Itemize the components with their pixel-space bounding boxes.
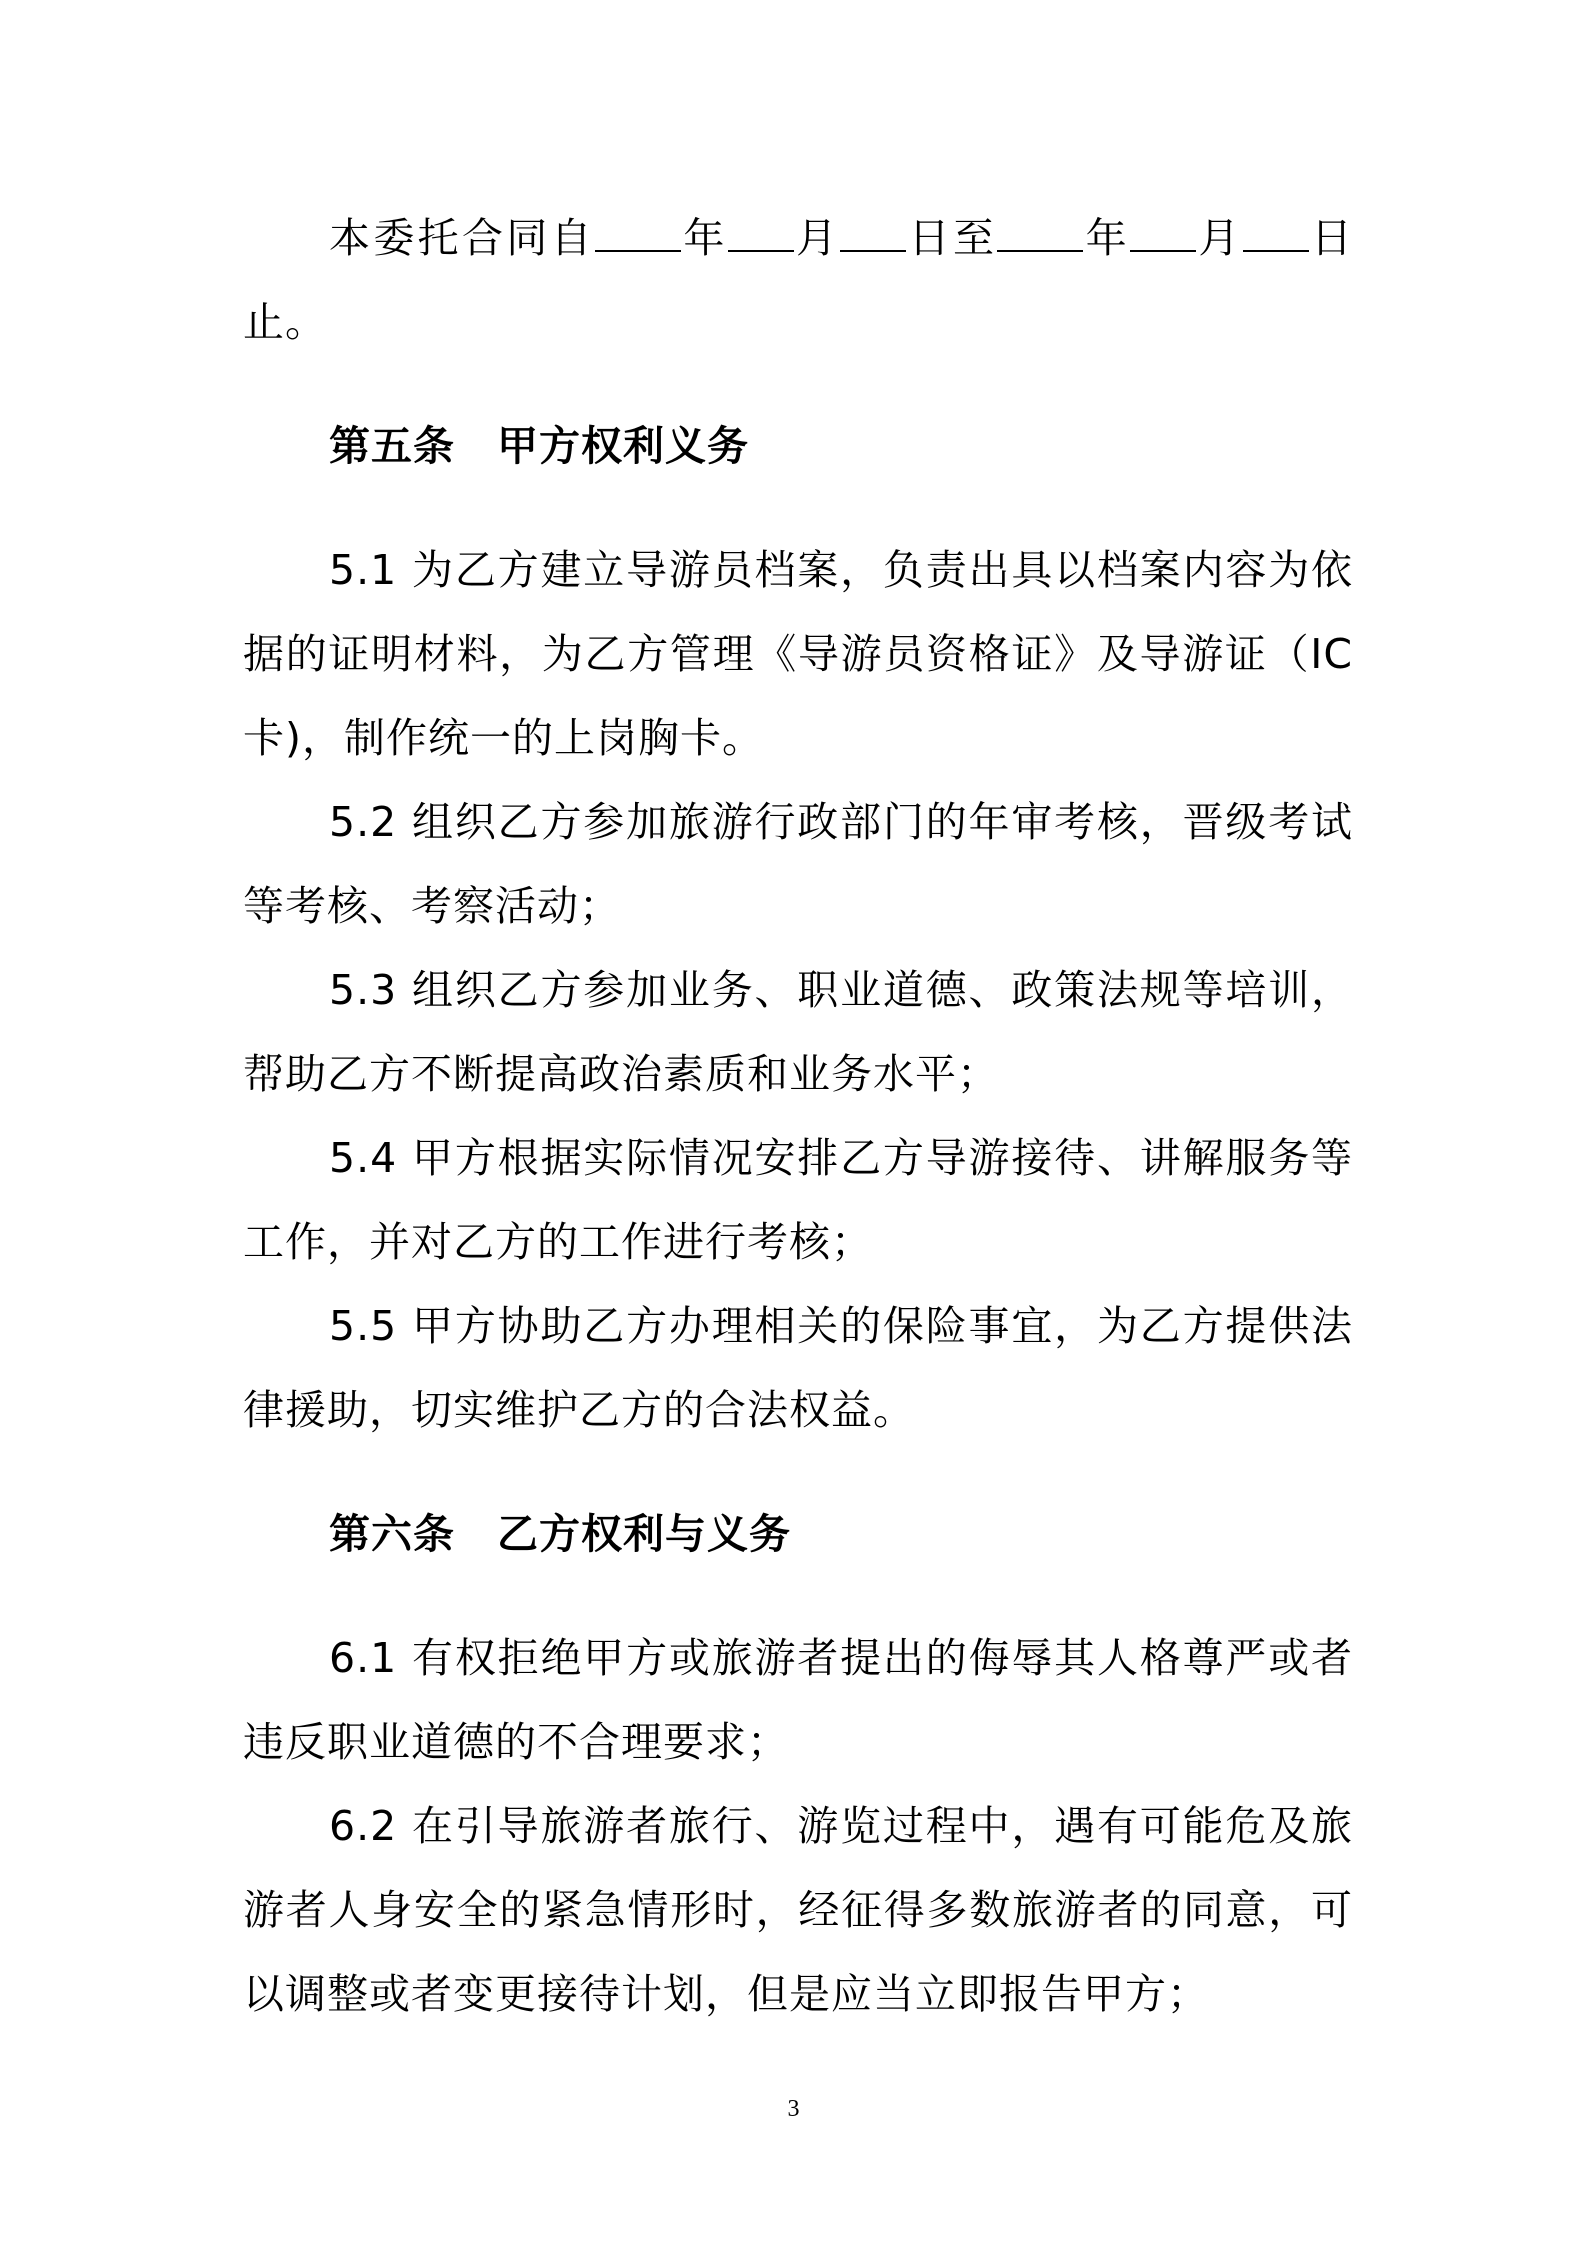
blank-start-day <box>840 213 906 252</box>
clause-5-4: 5.4 甲方根据实际情况安排乙方导游接待、讲解服务等工作，并对乙方的工作进行考核； <box>243 1134 1353 1266</box>
term-prefix: 本委托合同自 <box>329 214 595 262</box>
term-suffix: 止。 <box>243 298 327 346</box>
term-end-month-label: 月 <box>1196 214 1243 262</box>
document-body <box>243 196 1353 2036</box>
blank-start-year <box>595 213 681 252</box>
article-5-heading: 第五条 甲方权利义务 <box>329 422 749 470</box>
term-year-label: 年 <box>681 214 728 262</box>
article-6-heading: 第六条 乙方权利与义务 <box>329 1510 791 1558</box>
contract-term-paragraph <box>243 196 1353 364</box>
term-day-to-label: 日至 <box>906 214 998 262</box>
term-day-end-label: 日 <box>1308 214 1354 262</box>
blank-start-month <box>728 213 794 252</box>
clause-5-3: 5.3 组织乙方参加业务、职业道德、政策法规等培训，帮助乙方不断提高政治素质和业务水平； <box>243 966 1353 1098</box>
blank-end-year <box>997 213 1083 252</box>
blank-end-day <box>1243 213 1309 252</box>
clause-5-1: 5.1 为乙方建立导游员档案，负责出具以档案内容为依据的证明材料，为乙方管理《导游员资格证》及导游证（IC卡)，制作统一的上岗胸卡。 <box>243 546 1353 762</box>
clause-6-2: 6.2 在引导旅游者旅行、游览过程中，遇有可能危及旅游者人身安全的紧急情形时，经征得多数旅游者的同意，可以调整或者变更接待计划，但是应当立即报告甲方； <box>243 1802 1353 2018</box>
term-month-label: 月 <box>793 214 841 262</box>
term-end-year-label: 年 <box>1083 214 1131 262</box>
page-number: 3 <box>787 2096 800 2122</box>
clause-5-5: 5.5 甲方协助乙方办理相关的保险事宜，为乙方提供法律援助，切实维护乙方的合法权益。 <box>243 1302 1353 1434</box>
clause-6-1: 6.1 有权拒绝甲方或旅游者提出的侮辱其人格尊严或者违反职业道德的不合理要求； <box>243 1634 1353 1766</box>
blank-end-month <box>1130 213 1196 252</box>
clause-5-2: 5.2 组织乙方参加旅游行政部门的年审考核，晋级考试等考核、考察活动； <box>243 798 1353 930</box>
